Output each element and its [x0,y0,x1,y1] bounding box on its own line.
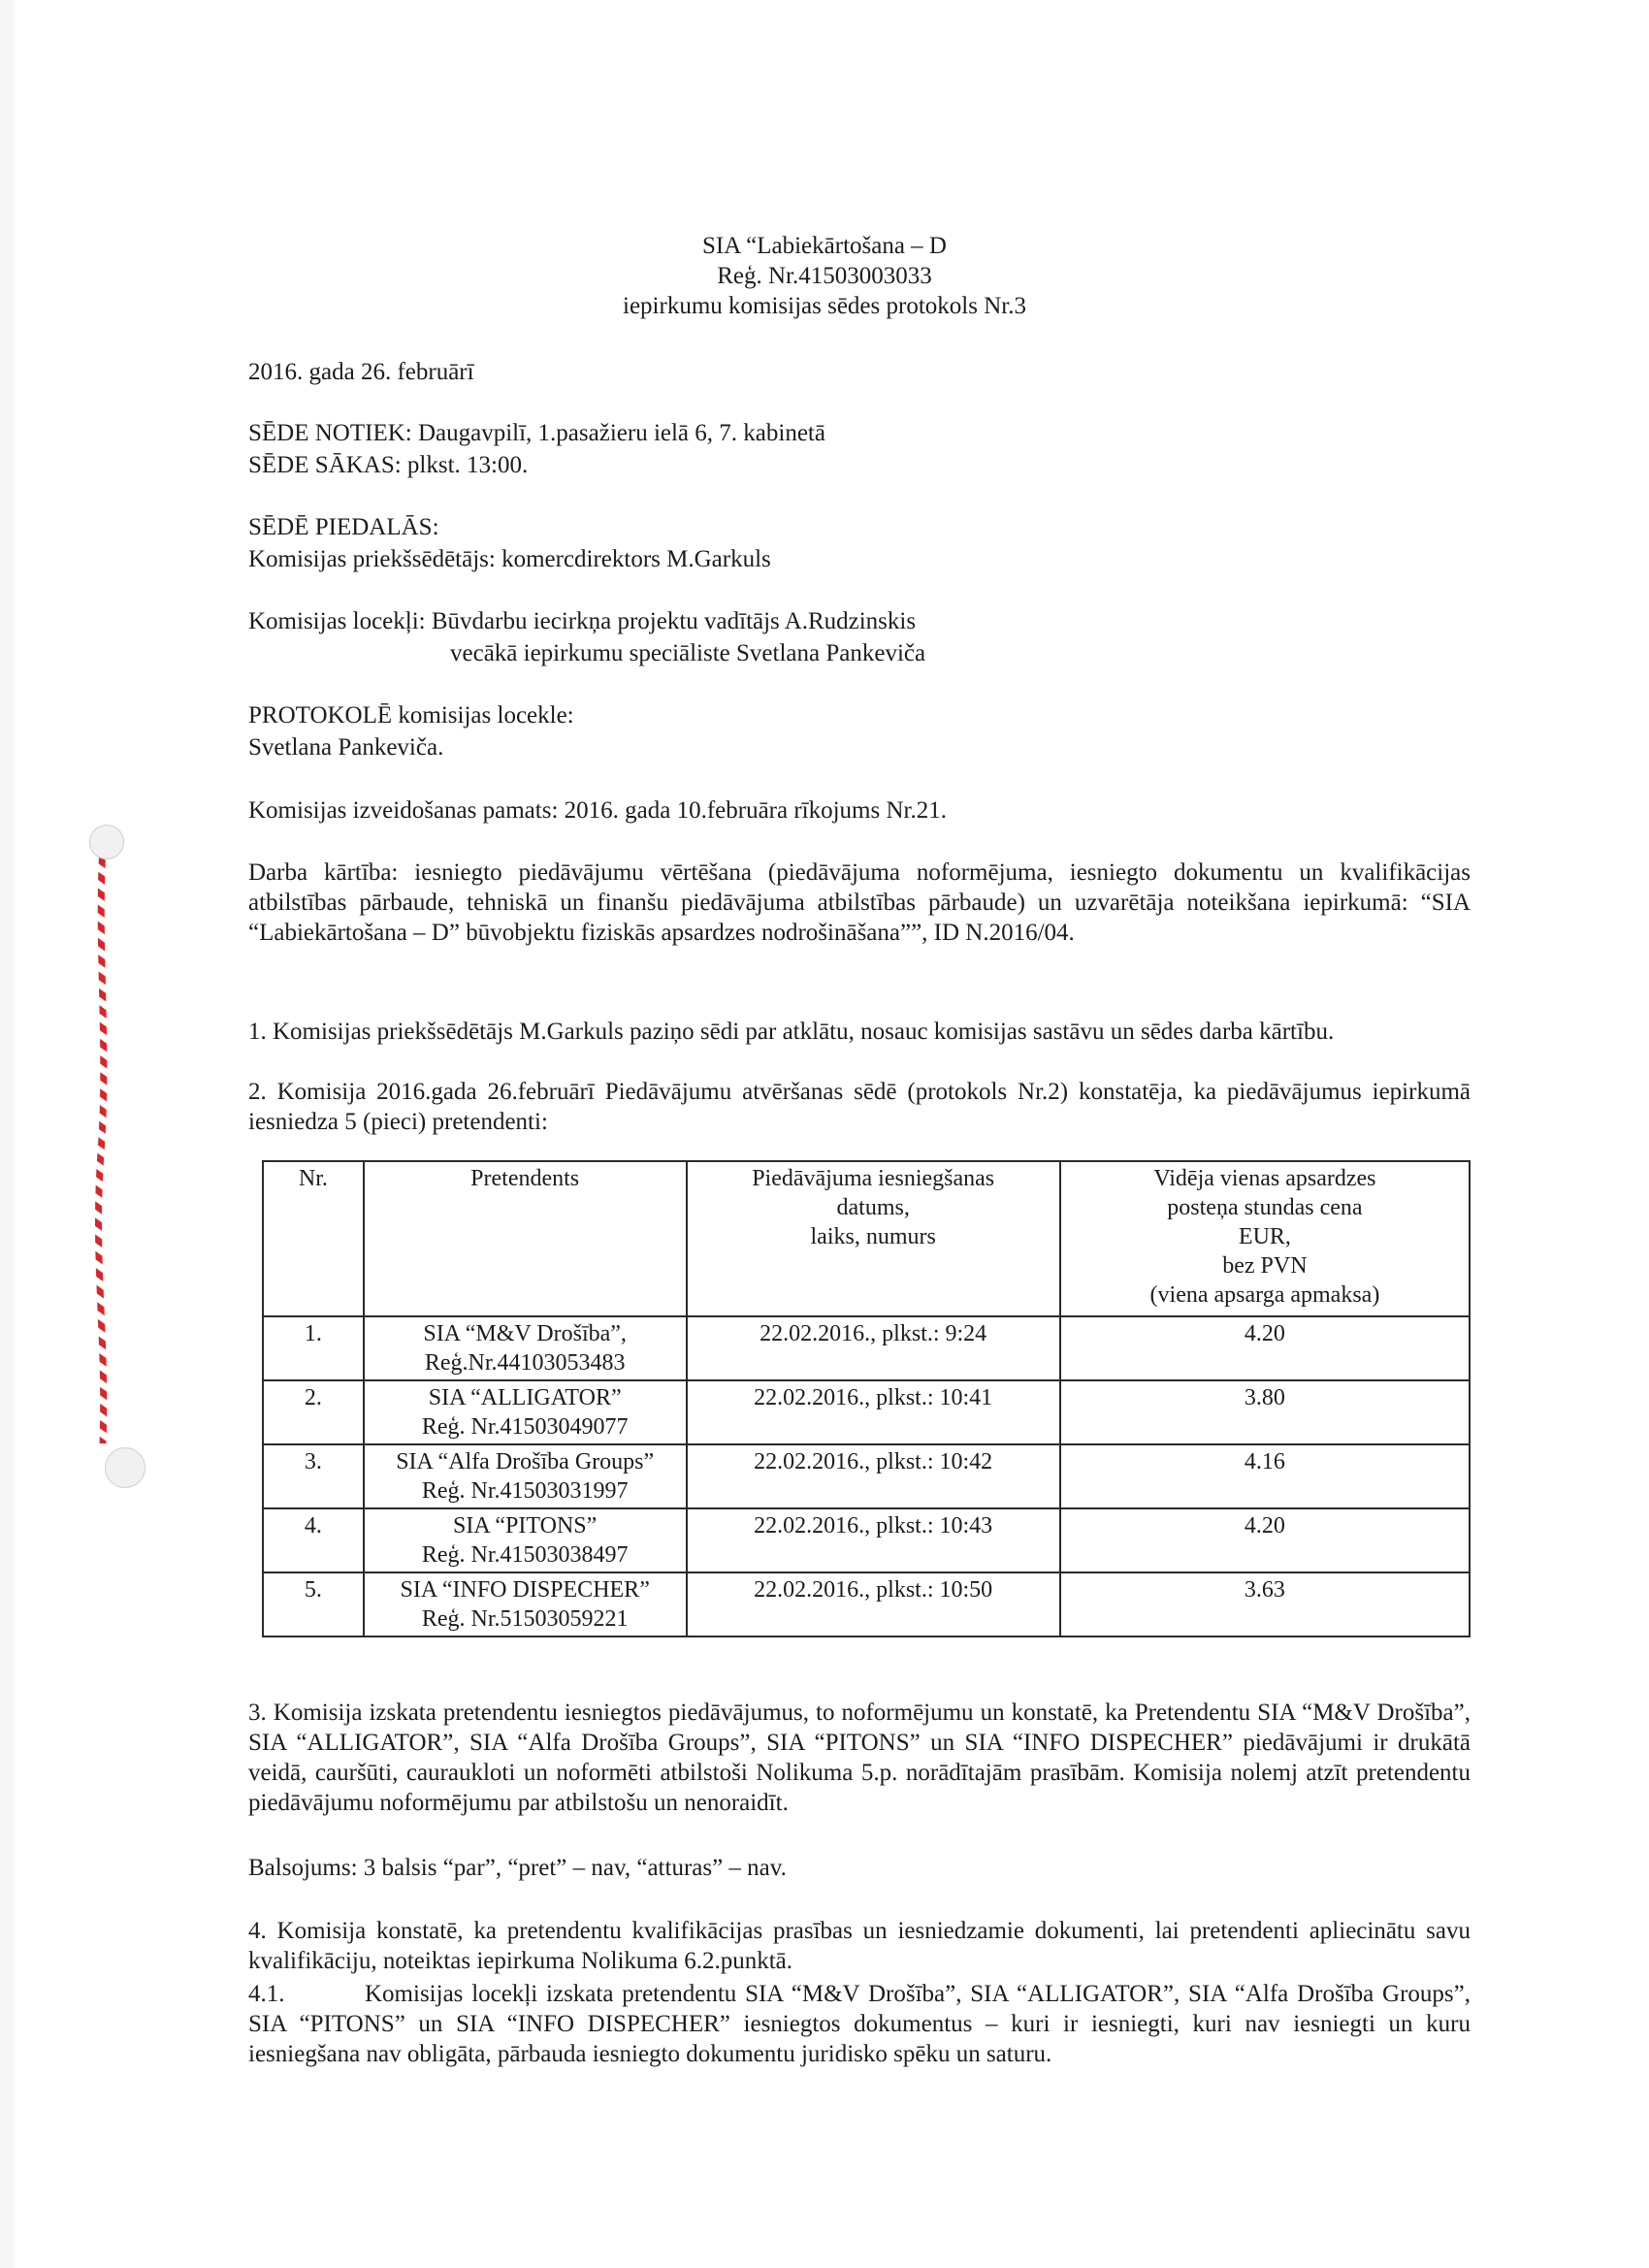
binding-knot-bottom-icon [105,1447,146,1488]
pretendent-name: SIA “M&V Drošība”, [423,1321,627,1346]
item-4-1-number: 4.1. [248,1981,285,2007]
cell-submitted: 22.02.2016., plkst.: 10:42 [687,1444,1060,1508]
cell-submitted: 22.02.2016., plkst.: 9:24 [687,1316,1060,1380]
binding-string-icon [89,832,120,1463]
item-2: 2. Komisija 2016.gada 26.februārī Piedāvājumu atvēršanas sēdē (protokols Nr.2) konstatēja, ka piedāvājumus iepirkumā iesniedza 5 (pieci) pretendenti: [248,1079,1471,1135]
price-header-line-1: Vidēja vienas apsardzes [1153,1166,1376,1191]
submission-header-line-1: Piedāvājuma iesniegšanas [752,1166,995,1191]
cell-price: 4.20 [1060,1508,1470,1572]
scan-edge [0,0,14,2268]
pretendent-reg: Reģ. Nr.51503059221 [421,1606,629,1632]
item-4-1: Komisijas locekļi izskata pretendentu SIA “M&V Drošība”, SIA “ALLIGATOR”, SIA “Alfa Drošība Groups”, SIA “PITONS” un SIA “INFO DISPECHER” iesniegtos dokumentus – kuri ir iesniegti, kuri nav iesniegti un kuru iesniegšana nav obligāta, pārbauda iesniegto dokumentu juridisko spēku un saturu. [248,1981,1471,2067]
cell-price: 3.63 [1060,1572,1470,1636]
price-header-line-5: (viena apsarga apmaksa) [1149,1282,1380,1308]
pretendent-reg: Reģ. Nr.41503049077 [421,1414,629,1440]
agenda-paragraph: Darba kārtība: iesniegto piedāvājumu vērtēšana (piedāvājuma noformējuma, iesniegto dokumentu un kvalifikācijas atbilstības pārbaude, tehniskā un finanšu piedāvājuma atbilstības pārbaude) un uzvarētāja noteikšana iepirkumā: “SIA “Labiekārtošana – D” būvobjektu fiziskās apsardzes nodrošināšana””, ID N.2016/04. [248,859,1471,946]
protocol-keeper-name: Svetlana Pankeviča. [248,734,444,761]
col-header-nr: Nr. [263,1161,364,1316]
cell-nr: 3. [263,1444,364,1508]
cell-price: 4.16 [1060,1444,1470,1508]
commission-members-line-2: vecākā iepirkumu speciāliste Svetlana Pankeviča [450,640,926,666]
cell-nr: 2. [263,1380,364,1444]
attendees-heading: SĒDĒ PIEDALĀS: [248,514,439,540]
table-row [263,1508,1470,1572]
cell-pretendent [364,1316,687,1380]
cell-price: 4.20 [1060,1316,1470,1380]
table-row [263,1380,1470,1444]
col-header-submission [687,1161,1060,1316]
submission-header-line-3: laiks, numurs [810,1224,936,1249]
protocol-keeper-label: PROTOKOLĒ komisijas locekle: [248,702,574,729]
meeting-start-time: SĒDE SĀKAS: plkst. 13:00. [248,452,529,478]
pretendent-reg: Reģ.Nr.44103053483 [424,1350,626,1376]
item-1: 1. Komisijas priekšsēdētājs M.Garkuls paziņo sēdi par atklātu, nosauc komisijas sastāvu un sēdes darba kārtību. [248,1019,1335,1045]
price-header-line-4: bez PVN [1222,1253,1308,1279]
cell-pretendent [364,1508,687,1572]
protocol-title: iepirkumu komisijas sēdes protokols Nr.3 [623,293,1026,319]
cell-pretendent [364,1572,687,1636]
table-row [263,1444,1470,1508]
pretendent-name: SIA “INFO DISPECHER” [400,1577,650,1603]
meeting-location: SĒDE NOTIEK: Daugavpilī, 1.pasažieru ielā 6, 7. kabinetā [248,420,825,446]
meeting-date: 2016. gada 26. februārī [248,359,474,385]
cell-price: 3.80 [1060,1380,1470,1444]
item-4: 4. Komisija konstatē, ka pretendentu kvalifikācijas prasības un iesniedzamie dokumenti, lai pretendenti apliecinātu savu kvalifikāciju, noteiktas iepirkuma Nolikuma 6.2.punktā. [248,1918,1471,1974]
offers-table [262,1160,1471,1637]
cell-submitted: 22.02.2016., plkst.: 10:50 [687,1572,1060,1636]
pretendent-reg: Reģ. Nr.41503038497 [421,1542,629,1568]
company-name: SIA “Labiekārtošana – D [701,233,947,259]
vote-result: Balsojums: 3 balsis “par”, “pret” – nav, “atturas” – nav. [248,1855,787,1881]
col-header-pretendents: Pretendents [364,1161,687,1316]
table-row [263,1316,1470,1380]
document-header [582,231,1067,321]
company-reg-number: Reģ. Nr.41503003033 [717,263,932,289]
cell-pretendent [364,1444,687,1508]
col-header-price [1060,1161,1470,1316]
price-header-line-3: EUR, [1238,1224,1291,1249]
cell-pretendent [364,1380,687,1444]
commission-chair: Komisijas priekšsēdētājs: komercdirektors M.Garkuls [248,546,771,572]
pretendent-reg: Reģ. Nr.41503031997 [421,1478,629,1504]
pretendent-name: SIA “ALLIGATOR” [428,1385,622,1410]
price-header-line-2: posteņa stundas cena [1167,1195,1363,1220]
cell-nr: 1. [263,1316,364,1380]
binding-knot-top-icon [89,825,124,859]
commission-members-line-1: Komisijas locekļi: Būvdarbu iecirkņa projektu vadītājs A.Rudzinskis [248,608,917,634]
cell-submitted: 22.02.2016., plkst.: 10:41 [687,1380,1060,1444]
submission-header-line-2: datums, [836,1195,910,1220]
cell-submitted: 22.02.2016., plkst.: 10:43 [687,1508,1060,1572]
cell-nr: 4. [263,1508,364,1572]
cell-nr: 5. [263,1572,364,1636]
item-3: 3. Komisija izskata pretendentu iesniegtos piedāvājumus, to noformējumu un konstatē, ka Pretendentu SIA “M&V Drošība”, SIA “ALLIGATOR”, SIA “Alfa Drošība Groups”, SIA “PITONS” un SIA “INFO DISPECHER” piedāvājumi ir drukātā veidā, cauršūti, cauraukloti un noformēti atbilstoši Nolikuma 5.p. norādītajām prasībām. Komisija nolemj atzīt pretendentu piedāvājumu noformējumu par atbilstošu un nenoraidīt. [248,1700,1471,1816]
table-header-row [263,1161,1470,1316]
commission-basis: Komisijas izveidošanas pamats: 2016. gada 10.februāra rīkojums Nr.21. [248,797,947,824]
pretendent-name: SIA “PITONS” [453,1513,598,1539]
table-row [263,1572,1470,1636]
pretendent-name: SIA “Alfa Drošība Groups” [396,1449,655,1474]
